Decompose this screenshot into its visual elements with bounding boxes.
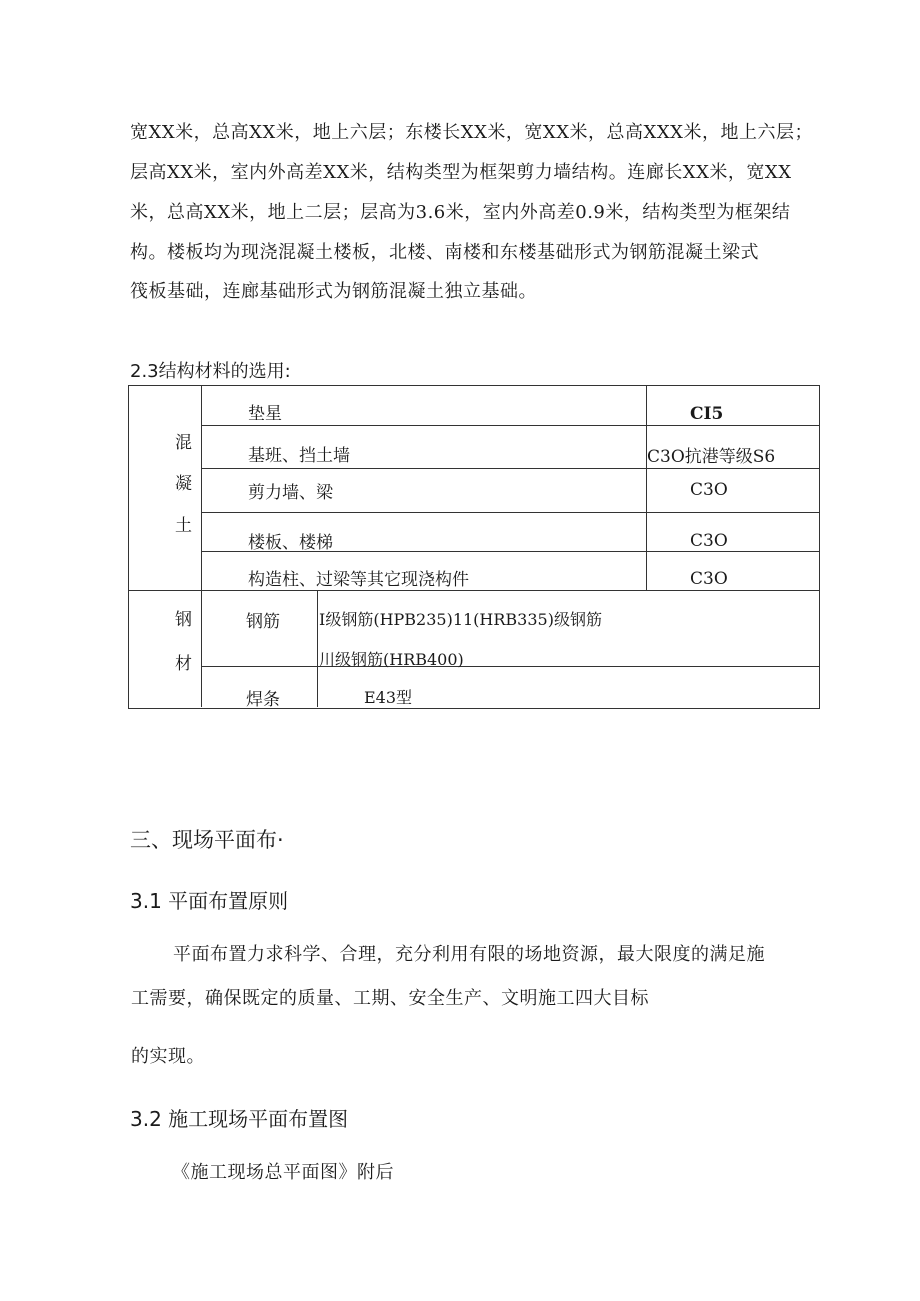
rebar-spec-2: 川级钢筋(HRB400) [319, 650, 464, 669]
concrete-item-3: 剪力墙、梁 [248, 483, 333, 503]
rebar-spec-1: I级钢筋(HPB235)11(HRB335)级钢筋 [319, 610, 602, 629]
concrete-spec-1: CI5 [690, 404, 724, 424]
section-3-title: 三、现场平面布· [130, 828, 284, 852]
concrete-item-4: 楼板、楼梯 [248, 533, 333, 553]
concrete-label-char-3: 土 [175, 516, 192, 536]
concrete-label-char-2: 凝 [175, 474, 192, 494]
table-row-line-5 [128, 590, 819, 591]
s3-2-text: 《施工现场总平面图》附后 [172, 1162, 394, 1183]
table-row-line-1 [201, 425, 819, 426]
table-row-line-6 [201, 666, 819, 667]
concrete-spec-5: C3O [690, 569, 728, 589]
electrode-spec: E43型 [364, 688, 413, 707]
s3-1-para-line-1: 平面布置力求科学、合理，充分利用有限的场地资源，最大限度的满足施 [173, 944, 765, 965]
steel-label-char-1: 钢 [175, 610, 192, 630]
concrete-spec-3: C3O [690, 480, 728, 500]
rebar-label: 钢筋 [246, 612, 280, 632]
concrete-spec-4: C3O [690, 531, 728, 551]
steel-label-char-2: 材 [175, 654, 192, 674]
table-col-line-1 [201, 385, 202, 707]
concrete-spec-2: C3O抗港等级S6 [647, 447, 776, 467]
table-row-line-2 [201, 468, 819, 469]
section-3-1-title: 3.1 平面布置原则 [130, 889, 289, 913]
s3-1-para-line-2: 工需要，确保既定的质量、工期、安全生产、文明施工四大目标 [131, 988, 649, 1009]
table-col-line-2 [646, 385, 647, 590]
intro-line-5: 筏板基础，连廊基础形式为钢筋混凝土独立基础。 [130, 281, 537, 302]
section-2-3-title: 2.3结构材料的选用: [130, 361, 291, 382]
intro-line-1: 宽XX米，总高XX米，地上六层；东楼长XX米，宽XX米，总高XXX米，地上六层； [130, 122, 813, 143]
intro-line-3: 米，总高XX米，地上二层；层高为3.6米，室内外高差0.9米，结构类型为框架结 [130, 202, 791, 223]
table-row-line-3 [201, 512, 819, 513]
intro-line-2: 层高XX米，室内外高差XX米，结构类型为框架剪力墙结构。连廊长XX米，宽XX [130, 162, 792, 183]
materials-table [128, 385, 820, 709]
intro-line-4: 构。楼板均为现浇混凝土楼板，北楼、南楼和东楼基础形式为钢筋混凝土梁式 [130, 242, 759, 263]
concrete-label-char-1: 混 [175, 433, 192, 453]
section-3-2-title: 3.2 施工现场平面布置图 [130, 1107, 349, 1131]
concrete-item-5: 构造柱、过梁等其它现浇构件 [248, 570, 469, 590]
concrete-item-1: 垫星 [248, 404, 282, 424]
electrode-label: 焊条 [246, 690, 280, 710]
concrete-item-2: 基班、挡土墙 [248, 446, 350, 466]
table-col-line-3 [317, 590, 318, 707]
s3-1-para-line-3: 的实现。 [131, 1046, 205, 1067]
